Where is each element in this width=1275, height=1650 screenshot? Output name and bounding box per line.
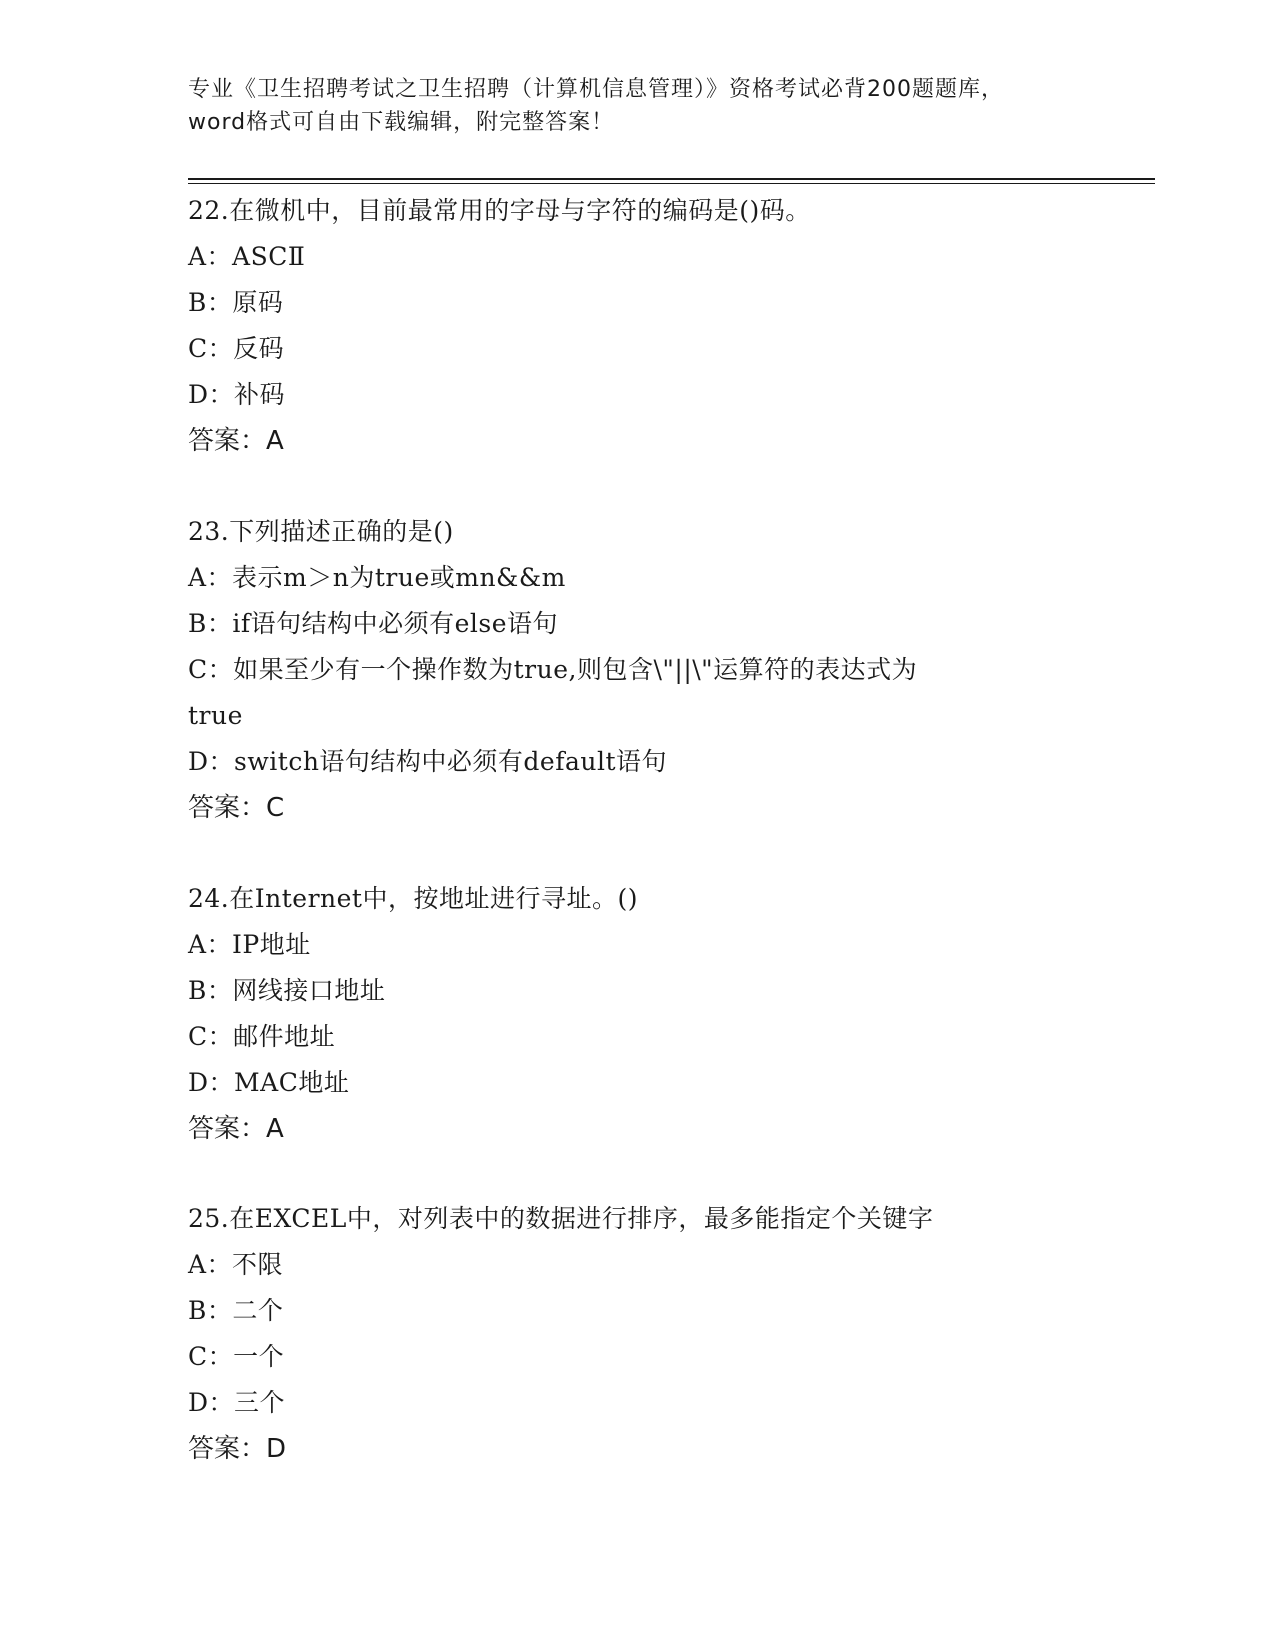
question-22 [188,188,1088,464]
question-stem: 25.在EXCEL中，对列表中的数据进行排序，最多能指定个关键字 [188,1204,934,1233]
question-stem: 23.下列描述正确的是() [188,517,454,546]
option-b: B：二个 [188,1296,284,1325]
option-d: D：三个 [188,1388,286,1417]
header-line-2: word格式可自由下载编辑，附完整答案！ [188,110,615,135]
option-b: B：if语句结构中必须有else语句 [188,609,559,638]
header-divider-top [188,178,1155,180]
document-header [188,73,1088,139]
question-stem: 22.在微机中，目前最常用的字母与字符的编码是()码。 [188,196,811,225]
option-c-continuation: true [188,701,243,730]
question-24 [188,876,1088,1152]
option-c: C：一个 [188,1342,285,1371]
question-23 [188,509,1088,831]
question-stem: 24.在Internet中，按地址进行寻址。() [188,884,638,913]
option-d: D：补码 [188,380,286,409]
answer-label: 答案：D [188,1434,287,1464]
option-b: B：网线接口地址 [188,976,386,1005]
option-a: A：不限 [188,1250,284,1279]
option-d: D：MAC地址 [188,1068,350,1097]
option-a: A：IP地址 [188,930,311,959]
answer-label: 答案：A [188,1114,284,1144]
answer-label: 答案：A [188,426,284,456]
option-a: A：ASCⅡ [188,242,306,271]
option-a: A：表示m＞n为true或mn&&m [188,563,566,592]
option-c: C：反码 [188,334,285,363]
answer-label: 答案：C [188,793,285,823]
option-b: B：原码 [188,288,284,317]
header-line-1: 专业《卫生招聘考试之卫生招聘（计算机信息管理）》资格考试必背200题题库， [188,77,1004,102]
option-d: D：switch语句结构中必须有default语句 [188,747,668,776]
option-c: C：邮件地址 [188,1022,336,1051]
question-25 [188,1196,1088,1472]
option-c: C：如果至少有一个操作数为true,则包含\"||\"运算符的表达式为 [188,655,918,684]
header-divider-bottom [188,183,1155,184]
